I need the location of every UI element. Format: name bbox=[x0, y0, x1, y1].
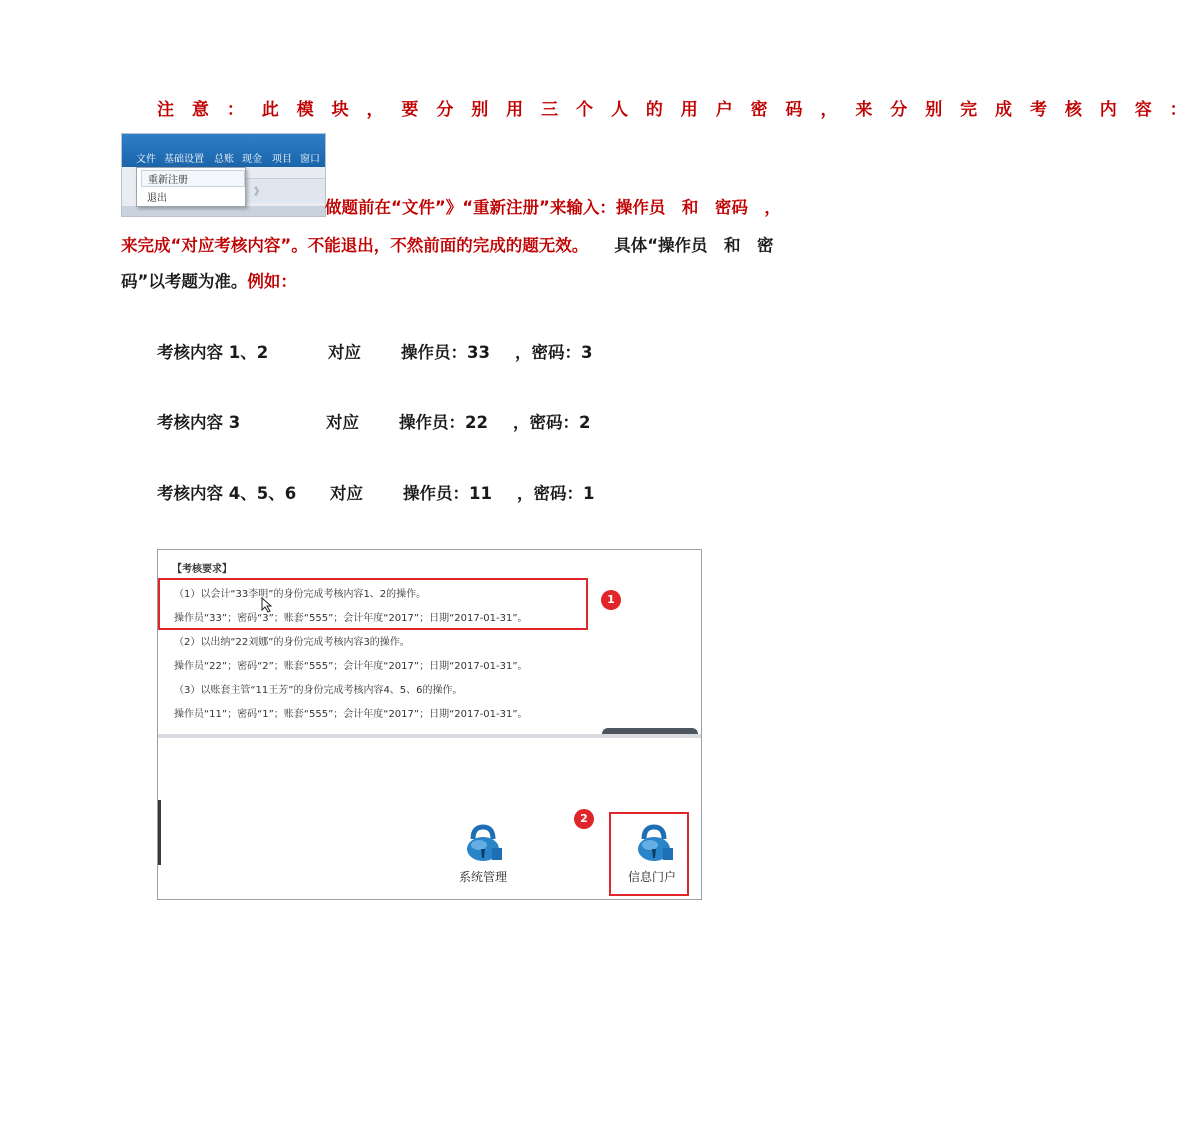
item-password: ，密码：3 bbox=[515, 343, 593, 362]
menu-item-relogin: 重新注册 bbox=[141, 170, 245, 187]
annotation-badge-1: 1 bbox=[601, 590, 621, 610]
menu-ledger: 总账 bbox=[214, 154, 234, 165]
menu-window: 窗口 bbox=[300, 154, 320, 165]
assessment-item-2 bbox=[157, 409, 657, 431]
chevron-icon: 》 bbox=[254, 187, 264, 198]
paragraph-line-2-red: 来完成“对应考核内容”。不能退出，不然前面的完成的题无效。 bbox=[121, 236, 589, 255]
panel-divider bbox=[158, 734, 701, 738]
left-edge-strip bbox=[158, 800, 161, 865]
paragraph-line-2 bbox=[121, 232, 774, 256]
assessment-item-3 bbox=[157, 480, 657, 502]
menu-item-exit: 退出 bbox=[147, 193, 167, 204]
menu-file: 文件 bbox=[136, 154, 156, 165]
paragraph-line-3 bbox=[121, 268, 297, 292]
item-password: ，密码：1 bbox=[517, 484, 595, 503]
menu-basic-settings: 基础设置 bbox=[164, 154, 204, 165]
highlight-box-2 bbox=[609, 812, 689, 896]
toolbar-strip bbox=[244, 178, 325, 203]
item-content: 考核内容 3 bbox=[157, 413, 241, 432]
menu-bar bbox=[122, 134, 325, 167]
menu-project: 项目 bbox=[272, 154, 292, 165]
requirement-line: 操作员“33”；密码“3”；账套“555”；会计年度“2017”；日期“2017-01-31”。 bbox=[174, 613, 528, 624]
requirement-line: （3）以账套主管“11王芳”的身份完成考核内容4、5、6的操作。 bbox=[174, 685, 463, 696]
paragraph-line-3-red: 例如： bbox=[247, 272, 297, 291]
requirements-screenshot bbox=[157, 549, 702, 900]
assessment-item-1 bbox=[157, 339, 657, 361]
item-content: 考核内容 1、2 bbox=[157, 343, 269, 362]
item-operator: 操作员：33 bbox=[401, 343, 490, 362]
requirements-header: 【考核要求】 bbox=[172, 564, 232, 575]
file-dropdown bbox=[136, 167, 246, 207]
paragraph-line-3-black: 码”以考题为准。 bbox=[121, 272, 248, 291]
info-portal-label[interactable]: 信息门户 bbox=[628, 870, 677, 884]
highlight-box-1 bbox=[158, 578, 588, 630]
paragraph-line-1: 做题前在“文件”》“重新注册”来输入：操作员 和 密码 ， bbox=[325, 198, 781, 217]
system-admin-lock-icon[interactable] bbox=[461, 822, 505, 862]
item-password: ，密码：2 bbox=[513, 413, 591, 432]
item-map: 对应 bbox=[326, 413, 359, 432]
item-operator: 操作员：11 bbox=[403, 484, 492, 503]
requirement-line: （1）以会计“33李明”的身份完成考核内容1、2的操作。 bbox=[174, 589, 427, 600]
menu-screenshot bbox=[121, 133, 326, 217]
item-operator: 操作员：22 bbox=[399, 413, 488, 432]
requirement-line: 操作员“22”；密码“2”；账套“555”；会计年度“2017”；日期“2017-01-31”。 bbox=[174, 661, 528, 672]
item-content: 考核内容 4、5、6 bbox=[157, 484, 297, 503]
paragraph-line-2-black: 具体“操作员 和 密 bbox=[614, 236, 774, 255]
menu-cash: 现金 bbox=[242, 154, 262, 165]
notice-heading: 注 意 ： 此 模 块 ， 要 分 别 用 三 个 人 的 用 户 密 码 ， 来 分 别 完 成 考 核 内 容 ： bbox=[157, 100, 1193, 120]
system-admin-label[interactable]: 系统管理 bbox=[459, 870, 508, 884]
requirement-line: 操作员“11”；密码“1”；账套“555”；会计年度“2017”；日期“2017-01-31”。 bbox=[174, 709, 528, 720]
item-map: 对应 bbox=[330, 484, 363, 503]
item-map: 对应 bbox=[328, 343, 361, 362]
shot-bottom-strip bbox=[122, 206, 325, 216]
requirement-line: （2）以出纳“22刘娜”的身份完成考核内容3的操作。 bbox=[174, 637, 410, 648]
annotation-badge-2: 2 bbox=[574, 809, 594, 829]
